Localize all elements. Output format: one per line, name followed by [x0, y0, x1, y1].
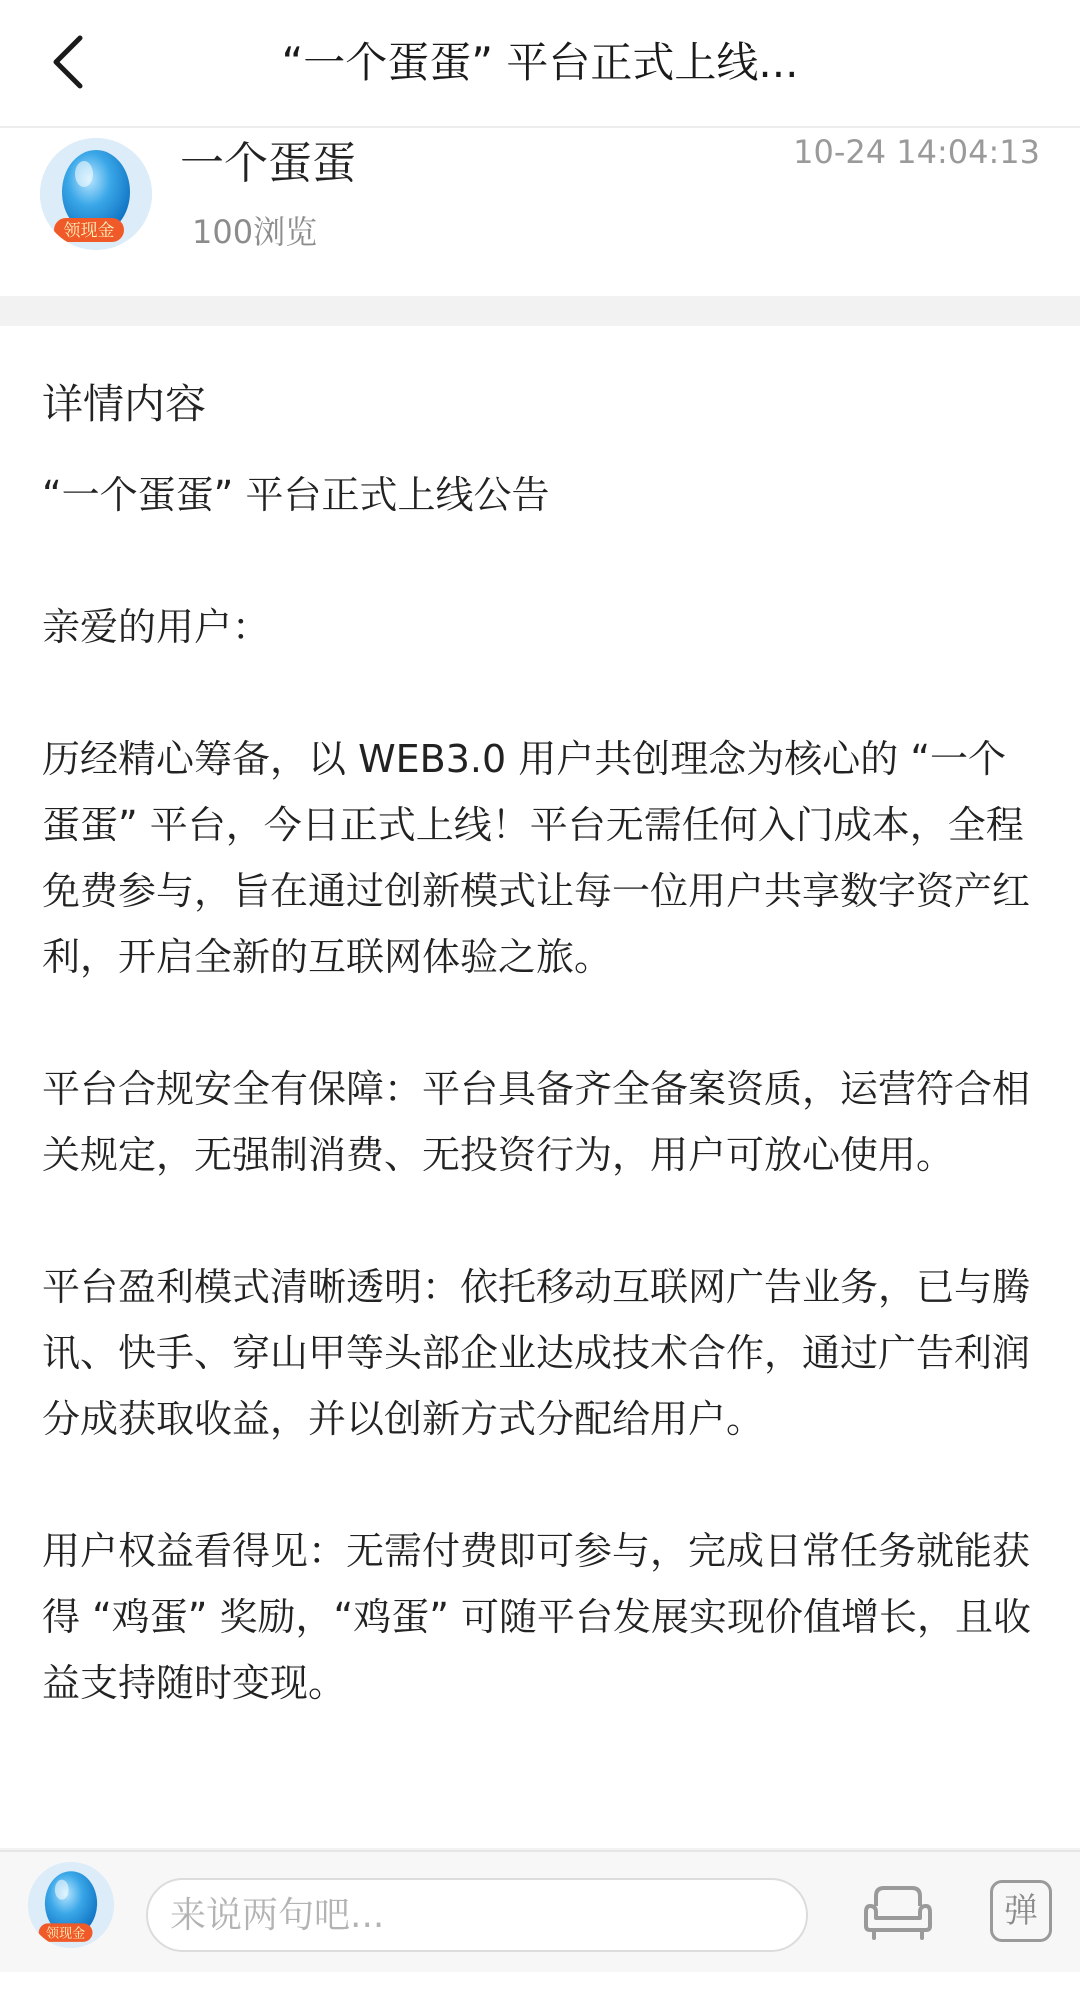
article-content — [0, 326, 1080, 1848]
article-body — [42, 462, 1038, 1782]
paragraph-user-rights: 用户权益看得见：无需付费即可参与，完成日常任务就能获得 “鸡蛋” 奖励，“鸡蛋” 可随平台发展实现价值增长，且收益支持随时变现。 — [42, 1529, 1031, 1705]
greeting: 亲爱的用户： — [42, 605, 271, 649]
avatar-badge-text: 领现金 — [63, 221, 115, 241]
sofa-button[interactable] — [862, 1880, 934, 1946]
back-button[interactable] — [28, 22, 108, 102]
sofa-icon — [862, 1880, 934, 1946]
announcement-title: “一个蛋蛋” 平台正式上线公告 — [42, 473, 550, 517]
author-avatar[interactable] — [40, 138, 152, 250]
comment-input[interactable] — [146, 1878, 808, 1952]
egg-logo-icon — [40, 138, 152, 250]
chevron-left-icon — [46, 32, 90, 92]
top-nav-bar — [0, 0, 1080, 128]
author-name[interactable]: 一个蛋蛋 — [180, 138, 356, 189]
view-count: 100浏览 — [192, 213, 318, 251]
comment-bar — [0, 1850, 1080, 1974]
paragraph-compliance: 平台合规安全有保障：平台具备齐全备案资质，运营符合相关规定，无强制消费、无投资行为，用户可放心使用。 — [42, 1067, 1031, 1177]
section-label: 详情内容 — [42, 380, 206, 428]
post-timestamp: 10-24 14:04:13 — [793, 133, 1040, 171]
paragraph-intro: 历经精心筹备，以 WEB3.0 用户共创理念为核心的 “一个蛋蛋” 平台，今日正式上线！平台无需任何入门成本，全程免费参与，旨在通过创新模式让每一位用户共享数字资产红利，开启全新的互联网体验之旅。 — [42, 737, 1031, 979]
page-title: “一个蛋蛋” 平台正式上线... — [281, 38, 799, 87]
danmu-toggle-button[interactable]: 弹 — [990, 1880, 1052, 1942]
egg-logo-icon — [28, 1862, 114, 1948]
user-avatar[interactable] — [28, 1862, 114, 1948]
paragraph-profit-model: 平台盈利模式清晰透明：依托移动互联网广告业务，已与腾讯、快手、穿山甲等头部企业达成技术合作，通过广告利润分成获取收益，并以创新方式分配给用户。 — [42, 1265, 1031, 1441]
avatar-badge-text: 领现金 — [46, 1926, 86, 1942]
author-card — [0, 128, 1080, 296]
bottom-safe-area — [0, 1972, 1080, 1994]
